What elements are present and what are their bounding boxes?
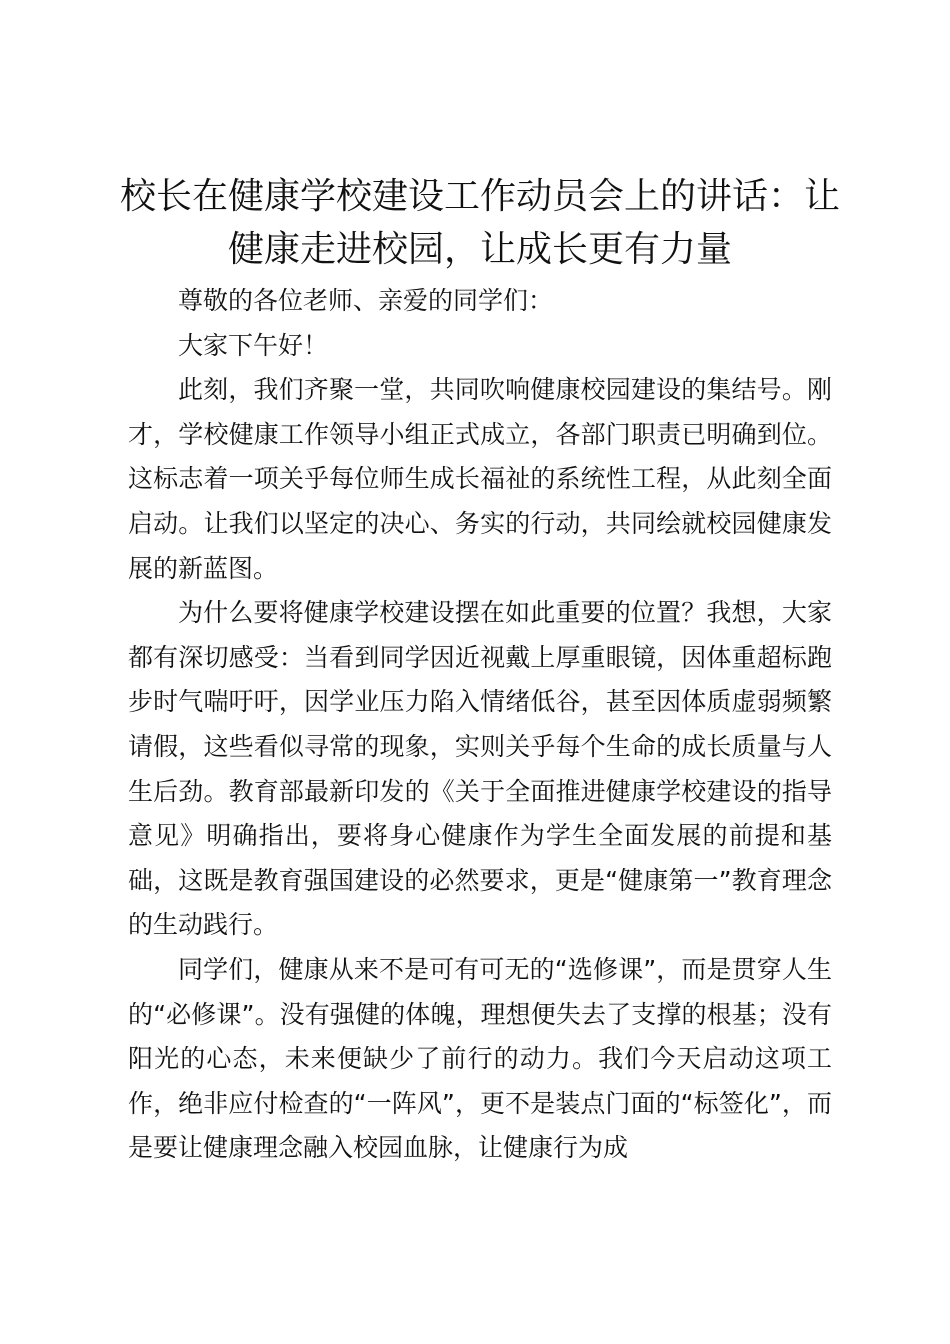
paragraph-greeting: 大家下午好！ (178, 330, 329, 360)
paragraph-significance: 为什么要将健康学校建设摆在如此重要的位置？我想，大家都有深切感受：当看到同学因近视戴上厚重眼镜，因体重超标跑步时气喘吁吁，因学业压力陷入情绪低谷，甚至因体质虚弱频繁请假，这些看似寻常的现象，实则关乎每个生命的成长质量与人生后劲。教育部最新印发的《关于全面推进健康学校建设的指导意见》明确指出，要将身心健康作为学生全面发展的前提和基础，这既是教育强国建设的必然要求，更是“健康第一”教育理念的生动践行。 (128, 598, 832, 940)
paragraph-salutation: 尊敬的各位老师、亲爱的同学们： (178, 286, 554, 315)
document-title: 校长在健康学校建设工作动员会上的讲话：让健康走进校园，让成长更有力量 (120, 176, 841, 270)
document-body (128, 279, 832, 1171)
paragraph-opening: 此刻，我们齐聚一堂，共同吹响健康校园建设的集结号。刚才，学校健康工作领导小组正式成立，各部门职责已明确到位。这标志着一项关乎每位师生成长福祉的系统性工程，从此刻全面启动。让我们以坚定的决心、务实的行动，共同绘就校园健康发展的新蓝图。 (128, 375, 832, 583)
paragraph-health-course: 同学们，健康从来不是可有可无的“选修课”，而是贯穿人生的“必修课”。没有强健的体魄，理想便失去了支撑的根基；没有阳光的心态，未来便缺少了前行的动力。我们今天启动这项工作，绝非应付检查的“一阵风”，更不是装点门面的“标签化”，而是要让健康理念融入校园血脉，让健康行为成 (128, 954, 832, 1163)
